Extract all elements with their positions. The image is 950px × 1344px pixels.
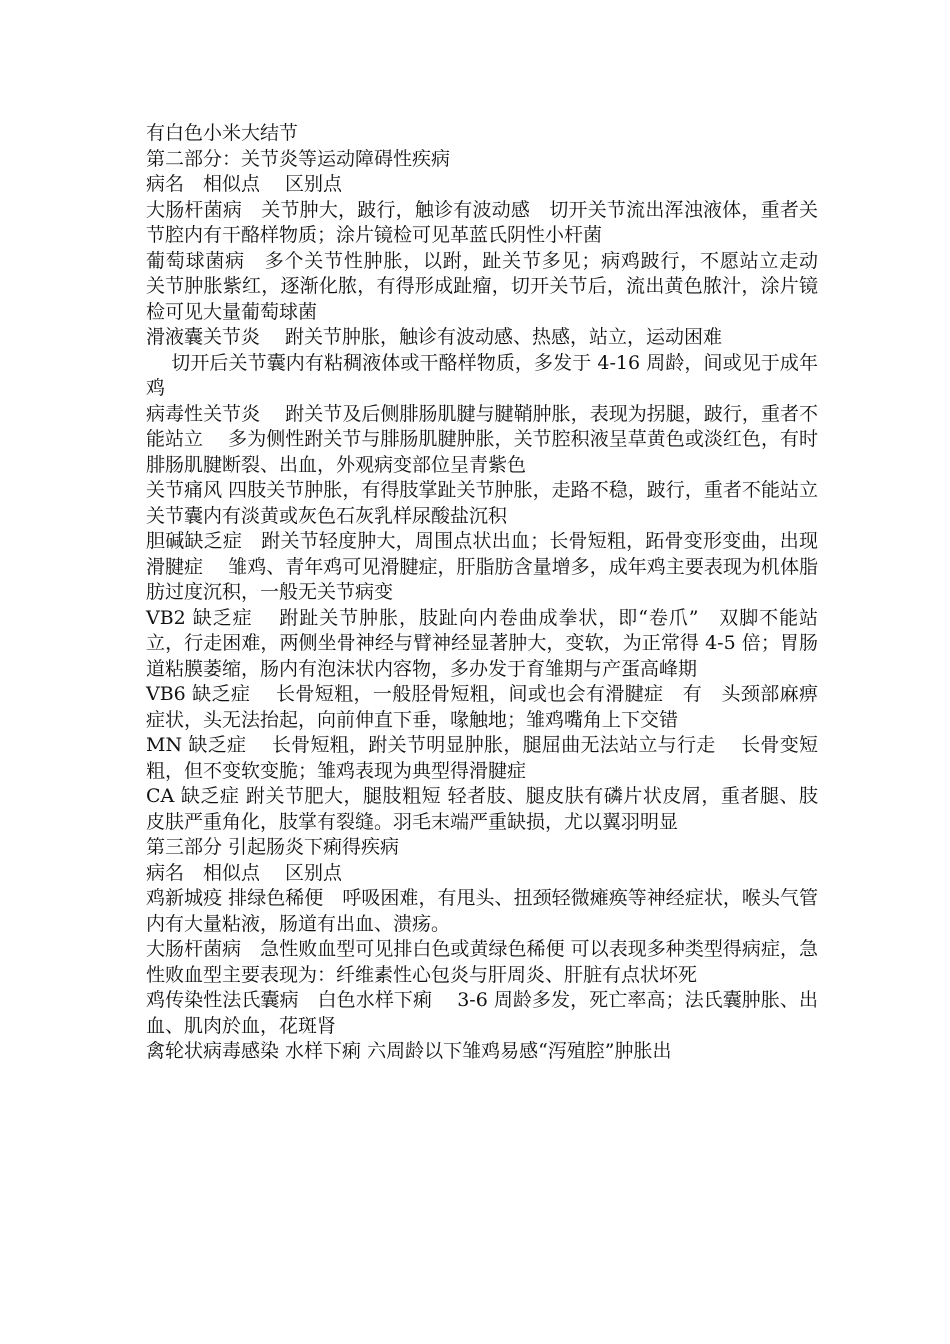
table-header: 病名 相似点 区别点 [146, 173, 343, 195]
disease-entry: VB6 缺乏症 长骨短粗，一般胫骨短粗，间或也会有滑腱症 有 头颈部麻痹症状，头无法抬起，向前伸直下垂，喙触地；雏鸡嘴角上下交错 [146, 683, 818, 731]
section-heading: 第三部分 引起肠炎下痢得疾病 [146, 836, 400, 858]
section-heading: 第二部分：关节炎等运动障碍性疾病 [146, 147, 451, 170]
disease-entry: 病毒性关节炎 跗关节及后侧腓肠肌腱与腱鞘肿胀，表现为拐腿，跛行，重者不能站立 多为侧性跗关节与腓肠肌腱肿胀，关节腔积液呈草黄色或淡红色，有时腓肠肌腱断裂、出血，外观病变部位呈青紫色 [146, 402, 818, 476]
disease-entry: 鸡传染性法氏囊病 白色水样下痢 3-6 周龄多发，死亡率高；法氏囊肿胀、出血、肌肉於血，花斑肾 [146, 989, 818, 1037]
document-page [146, 121, 844, 1065]
disease-entry-continuation: 切开后关节囊内有粘稠液体或干酪样物质，多发于 4-16 周龄，间或见于成年鸡 [146, 351, 818, 399]
disease-entry: 滑液囊关节炎 跗关节肿胀，触诊有波动感、热感，站立，运动困难 [146, 326, 723, 348]
disease-entry: CA 缺乏症 跗关节肥大，腿肢粗短 轻者肢、腿皮肤有磷片状皮屑，重者腿、肢皮肤严重角化，肢掌有裂缝。羽毛末端严重缺损，尤以翼羽明显 [146, 785, 818, 833]
disease-entry: 鸡新城疫 排绿色稀便 呼吸困难，有甩头、扭颈轻微瘫痪等神经症状，喉头气管内有大量粘液，肠道有出血、溃疡。 [146, 887, 818, 935]
table-header: 病名 相似点 区别点 [146, 861, 343, 884]
text-line: 有白色小米大结节 [146, 122, 299, 144]
disease-entry: 大肠杆菌病 急性败血型可见排白色或黄绿色稀便 可以表现多种类型得病症，急性败血型主要表现为：纤维素性心包炎与肝周炎、肝脏有点状坏死 [146, 938, 818, 986]
disease-entry: 大肠杆菌病 关节肿大，跛行，触诊有波动感 切开关节流出浑浊液体，重者关节腔内有干酪样物质；涂片镜检可见革蓝氏阴性小杆菌 [146, 198, 818, 246]
disease-entry: 关节痛风 四肢关节肿胀，有得肢掌趾关节肿胀，走路不稳，跛行，重者不能站立 关节囊内有淡黄或灰色石灰乳样尿酸盐沉积 [146, 479, 844, 527]
disease-entry: 禽轮状病毒感染 水样下痢 六周龄以下雏鸡易感“泻殖腔”肿胀出 [146, 1040, 672, 1062]
disease-entry: MN 缺乏症 长骨短粗，跗关节明显肿胀，腿屈曲无法站立与行走 长骨变短粗，但不变软变脆；雏鸡表现为典型得滑腱症 [146, 734, 818, 782]
disease-entry: VB2 缺乏症 跗趾关节肿胀，肢趾向内卷曲成拳状，即“卷爪” 双脚不能站立，行走困难，两侧坐骨神经与臂神经显著肿大，变软，为正常得 4-5 倍；胃肠道粘膜萎缩，肠内有泡沫状内容物，多办发于育雏期与产蛋高峰期 [146, 606, 818, 680]
disease-entry: 胆碱缺乏症 跗关节轻度肿大，周围点状出血；长骨短粗，跖骨变形变曲，出现滑腱症 雏鸡、青年鸡可见滑腱症，肝脂肪含量增多，成年鸡主要表现为机体脂肪过度沉积，一般无关节病变 [146, 530, 818, 603]
disease-entry: 葡萄球菌病 多个关节性肿胀，以跗，趾关节多见；病鸡跛行，不愿站立走动 关节肿胀紫红，逐渐化脓，有得形成趾瘤，切开关节后，流出黄色脓汁，涂片镜检可见大量葡萄球菌 [146, 249, 838, 323]
